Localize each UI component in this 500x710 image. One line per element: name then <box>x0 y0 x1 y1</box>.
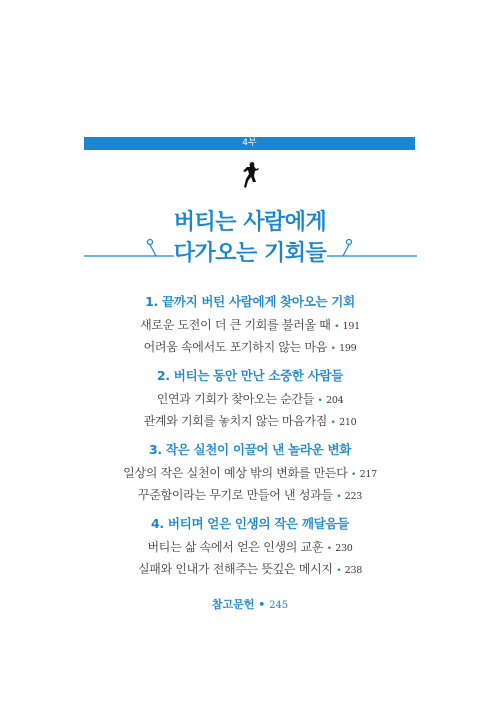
entry-title: 일상의 작은 실천이 예상 밖의 변화를 만든다 <box>123 466 348 480</box>
entry-page: 210 <box>339 417 357 428</box>
pin-line-icon <box>84 238 174 262</box>
title-line-2: 다가오는 기회들 <box>173 241 327 266</box>
table-of-contents <box>0 290 500 580</box>
part-banner <box>84 137 415 150</box>
figure-icon <box>240 160 262 190</box>
entry-page: 217 <box>359 469 377 480</box>
part-label: 4부 <box>242 138 257 148</box>
entry-title: 어려움 속에서도 포기하지 않는 마음 <box>143 340 328 354</box>
entry-title: 실패와 인내가 전해주는 뜻깊은 메시지 <box>137 562 333 576</box>
references-page: 245 <box>269 600 289 611</box>
toc-entry[interactable] <box>0 484 500 506</box>
entry-page: 191 <box>342 321 360 332</box>
toc-section <box>0 512 500 580</box>
bullet-icon: • <box>326 544 332 554</box>
entry-page: 199 <box>339 343 357 354</box>
bullet-icon: • <box>351 470 357 480</box>
entry-page: 238 <box>344 565 362 576</box>
toc-entry[interactable] <box>0 462 500 484</box>
toc-entry[interactable] <box>0 314 500 336</box>
entry-page: 230 <box>335 543 353 554</box>
toc-entry[interactable] <box>0 536 500 558</box>
section-heading[interactable]: 1. 끝까지 버틴 사람에게 찾아오는 기회 <box>145 294 355 309</box>
section-heading[interactable]: 2. 버티는 동안 만난 소중한 사람들 <box>156 368 344 383</box>
entry-title: 꾸준함이라는 무기로 만들어 낸 성과들 <box>137 488 333 502</box>
entry-page: 204 <box>326 395 344 406</box>
section-heading[interactable]: 4. 버티며 얻은 인생의 작은 깨달음들 <box>151 516 349 531</box>
toc-entry[interactable] <box>0 336 500 358</box>
toc-entry[interactable] <box>0 558 500 580</box>
references-entry[interactable] <box>0 596 500 612</box>
toc-section <box>0 290 500 358</box>
entry-title: 관계와 기회를 놓치지 않는 마음가짐 <box>143 414 328 428</box>
references-label: 참고문헌 <box>211 598 255 611</box>
entry-title: 새로운 도전이 더 큰 기회를 불러올 때 <box>140 318 331 332</box>
toc-entry[interactable] <box>0 388 500 410</box>
bullet-icon: • <box>330 344 336 354</box>
toc-entry[interactable] <box>0 410 500 432</box>
section-heading[interactable]: 3. 작은 실천이 이끌어 낸 놀라운 변화 <box>148 442 351 457</box>
entry-page: 223 <box>344 491 362 502</box>
bullet-icon: • <box>336 492 342 502</box>
bullet-icon: • <box>336 566 342 576</box>
title-line-1: 버티는 사람에게 <box>173 210 327 235</box>
toc-section <box>0 438 500 506</box>
bullet-icon: • <box>317 396 323 406</box>
bullet-icon: • <box>334 322 340 332</box>
bullet-icon: • <box>330 418 336 428</box>
entry-title: 버티는 삶 속에서 얻은 인생의 교훈 <box>147 540 324 554</box>
bullet-icon: • <box>258 598 266 611</box>
toc-section <box>0 364 500 432</box>
pin-line-icon <box>327 238 417 262</box>
entry-title: 인연과 기회가 찾아오는 순간들 <box>156 392 315 406</box>
